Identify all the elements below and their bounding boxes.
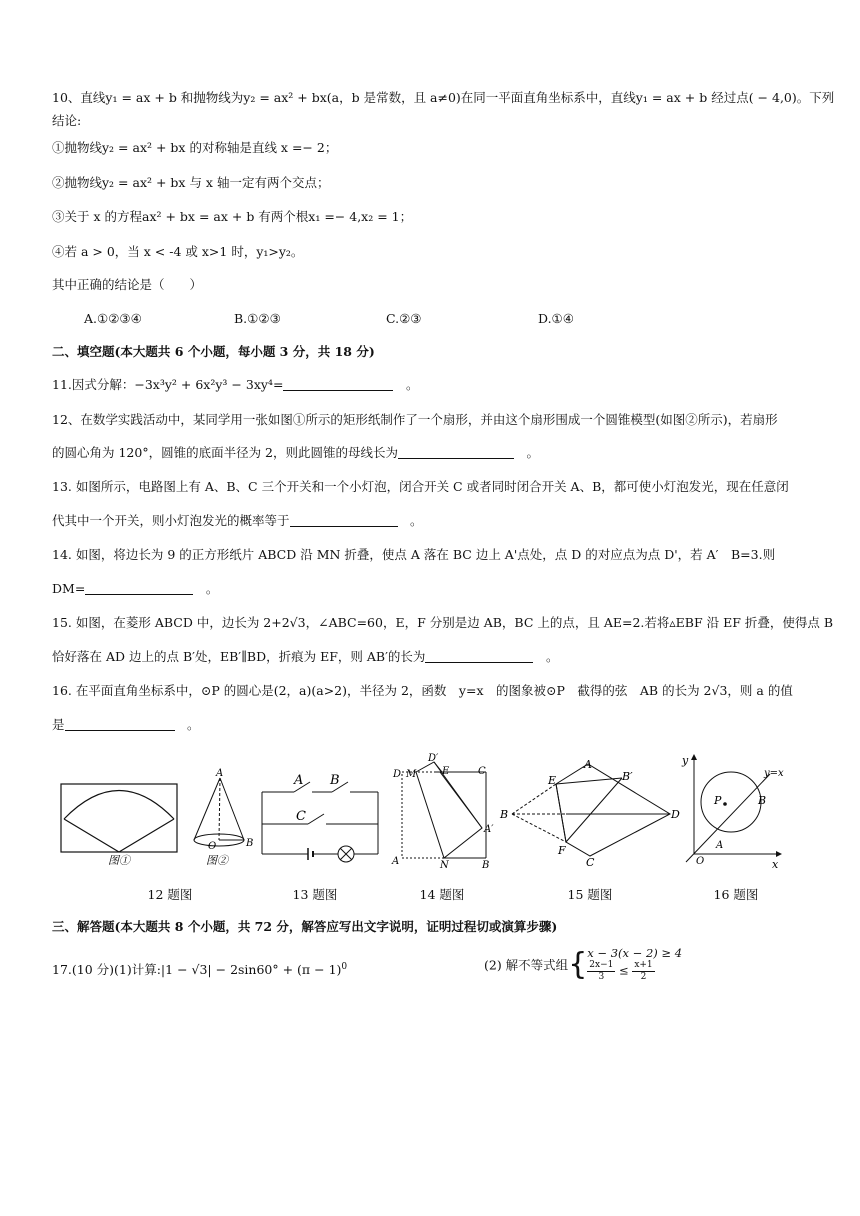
fig14-label-d: D xyxy=(393,769,402,780)
fig14-label-c: C xyxy=(478,766,486,777)
fig16-label-x: x xyxy=(772,858,779,871)
q14-end: 。 xyxy=(205,581,219,596)
switch-b-label: B xyxy=(330,773,340,788)
switch-c-label: C xyxy=(296,809,306,824)
caption-15: 15 题图 xyxy=(567,887,613,902)
q10-statement-2: ②抛物线y₂ = ax² + bx 与 x 轴一定有两个交点； xyxy=(52,175,330,190)
q16-end: 。 xyxy=(187,717,200,732)
figure-14 xyxy=(388,752,500,870)
q14-line2 xyxy=(52,580,218,598)
section-2-heading: 二、填空题(本大题共 6 个小题，每小题 3 分，共 18 分) xyxy=(52,344,375,359)
q17-exponent: 0 xyxy=(341,962,348,972)
q16-text: 是 xyxy=(52,717,65,732)
q16-answer-blank[interactable] xyxy=(65,716,175,731)
fig15-label-c: C xyxy=(586,856,595,868)
caption-13: 13 题图 xyxy=(292,887,338,902)
q17-inequality-1: x − 3(x − 2) ≥ 4 xyxy=(587,946,683,960)
frac2-denominator: 2 xyxy=(640,972,647,982)
fig15-label-f: F xyxy=(558,844,566,857)
fig16-label-p: P xyxy=(714,794,722,807)
q17-part1 xyxy=(52,958,347,979)
sector-arc xyxy=(64,791,174,820)
frac-1 xyxy=(587,960,615,983)
q15-line1: 15. 如图，在菱形 ABCD 中，边长为 2+2√3，∠ABC=60，E，F 分别是边 AB，BC 上的点，且 AE=2.若将▵EBF 沿 EF 折叠，使得点 B xyxy=(52,615,834,630)
q12-line1: 12、在数学实践活动中，某同学用一张如图①所示的矩形纸制作了一个扇形，并由这个扇形围成一个圆锥模型(如图②所示)，若扇形 xyxy=(52,412,778,427)
frac1-numerator: 2x−1 xyxy=(589,960,614,970)
q17-inequality-2 xyxy=(587,960,682,983)
fig14-label-dp: D′ xyxy=(428,753,439,764)
brace-icon: { xyxy=(568,947,588,982)
fig14-label-b: B xyxy=(482,860,490,870)
fig15-label-d: D xyxy=(671,808,680,821)
relation: ≤ xyxy=(619,963,629,978)
fig12-label-1: 图① xyxy=(108,854,130,867)
q10-option-a: A.①②③④ xyxy=(84,311,142,326)
figure-12 xyxy=(58,764,258,874)
fig12-label-2: 图② xyxy=(206,854,228,867)
section-3-heading: 三、解答题(本大题共 8 个小题，共 72 分，解答应写出文字说明，证明过程切或演算步骤) xyxy=(52,919,558,934)
q12-end: 。 xyxy=(526,445,540,460)
circle-p xyxy=(701,772,761,832)
q14-line1: 14. 如图，将边长为 9 的正方形纸片 ABCD 沿 MN 折叠，使点 A 落在 BC 边上 A'点处，点 D 的对应点为点 D'，若 A′ B=3.则 xyxy=(52,547,776,562)
q13-answer-blank[interactable] xyxy=(290,512,398,527)
q13-end: 。 xyxy=(410,513,423,528)
fig16-label-o: O xyxy=(696,856,705,867)
q14-text: DM= xyxy=(52,581,86,596)
fig14-label-n: N xyxy=(440,860,449,870)
q12-line2 xyxy=(52,444,539,462)
q12-text: 的圆心角为 120°，圆锥的底面半径为 2，则此圆锥的母线长为 xyxy=(52,445,399,460)
q15-end: 。 xyxy=(545,649,559,664)
fig12-label-o: O xyxy=(208,841,217,852)
q17-part1-text: 17.(10 分)(1)计算:|1 − √3| − 2sin60° + (π − 1) xyxy=(52,962,342,978)
q11-answer-blank[interactable] xyxy=(283,376,393,391)
fig15-label-b: B xyxy=(500,808,509,821)
fig16-label-yx: y=x xyxy=(764,768,784,779)
q12-answer-blank[interactable] xyxy=(398,444,514,459)
fig12-label-b: B xyxy=(246,838,254,849)
q10-statement-1: ①抛物线y₂ = ax² + bx 的对称轴是直线 x =− 2； xyxy=(52,140,338,155)
q11-end: 。 xyxy=(405,377,419,392)
rhombus-part xyxy=(556,764,670,856)
fig16-label-b: B xyxy=(758,794,767,807)
q15-answer-blank[interactable] xyxy=(425,648,533,663)
caption-12: 12 题图 xyxy=(147,887,193,902)
frac2-numerator: x+1 xyxy=(634,960,653,970)
frac-2 xyxy=(632,960,654,983)
fig14-label-a: A xyxy=(392,856,400,867)
q17-part2-text: (2) 解不等式组 xyxy=(484,957,569,973)
fig16-label-y: y xyxy=(682,754,689,767)
q10-statement-3: ③关于 x 的方程ax² + bx = ax + b 有两个根x₁ =− 4,x₂ = 1； xyxy=(52,209,413,224)
frac1-denominator: 3 xyxy=(598,972,605,982)
q10-option-b: B.①②③ xyxy=(234,311,281,326)
fig16-label-a: A xyxy=(716,840,724,851)
switch-a-label: A xyxy=(294,773,304,788)
q14-answer-blank[interactable] xyxy=(85,580,193,595)
q13-line1: 13. 如图所示，电路图上有 A、B、C 三个开关和一个小灯泡，闭合开关 C 或者同时闭合开关 A、B，都可使小灯泡发光，现在任意闭 xyxy=(52,479,789,494)
rectangle-paper xyxy=(61,784,177,852)
fig14-label-ap: A′ xyxy=(484,824,494,835)
q10-question: 其中正确的结论是（ ） xyxy=(52,277,203,292)
caption-14: 14 题图 xyxy=(419,887,465,902)
fig15-label-bp: B′ xyxy=(622,770,633,783)
q10-line2: 结论: xyxy=(52,113,82,128)
q10-option-c: C.②③ xyxy=(386,311,422,326)
fig14-label-m: M xyxy=(406,769,417,780)
q10-statement-4: ④若 a > 0，当 x < -4 或 x>1 时，y₁>y₂。 xyxy=(52,244,304,259)
fig15-label-a: A xyxy=(584,758,592,771)
caption-16: 16 题图 xyxy=(713,887,759,902)
q10-line1: 10、直线y₁ = ax + b 和抛物线为y₂ = ax² + bx(a，b 是常数，且 a≠0)在同一平面直角坐标系中，直线y₁ = ax + b 经过点( − 4,0)。下列 xyxy=(52,90,835,105)
q16-line2 xyxy=(52,716,200,734)
q15-line2 xyxy=(52,648,558,666)
q17-part2 xyxy=(484,946,682,983)
fig12-label-a: A xyxy=(216,768,224,779)
figure-13-circuit xyxy=(258,768,383,868)
square-abcd xyxy=(402,772,486,858)
q11-text: 11.因式分解：−3x³y² + 6x²y³ − 3xy⁴= xyxy=(52,377,284,392)
q11 xyxy=(52,376,418,394)
q16-line1: 16. 在平面直角坐标系中，⊙P 的圆心是(2，a)(a>2)，半径为 2，函数 y=x 的图象被⊙P 截得的弦 AB 的长为 2√3，则 a 的值 xyxy=(52,683,793,698)
fig14-label-e: E xyxy=(442,766,450,777)
q13-line2 xyxy=(52,512,423,530)
q10-option-d: D.①④ xyxy=(538,311,574,326)
q15-text: 恰好落在 AD 边上的点 B′处，EB′∥BD，折痕为 EF，则 AB′的长为 xyxy=(52,649,426,664)
fig15-label-e: E xyxy=(548,774,557,787)
q13-text: 代其中一个开关，则小灯泡发光的概率等于 xyxy=(52,513,290,528)
figure-15 xyxy=(498,756,686,868)
figure-16 xyxy=(678,752,796,872)
